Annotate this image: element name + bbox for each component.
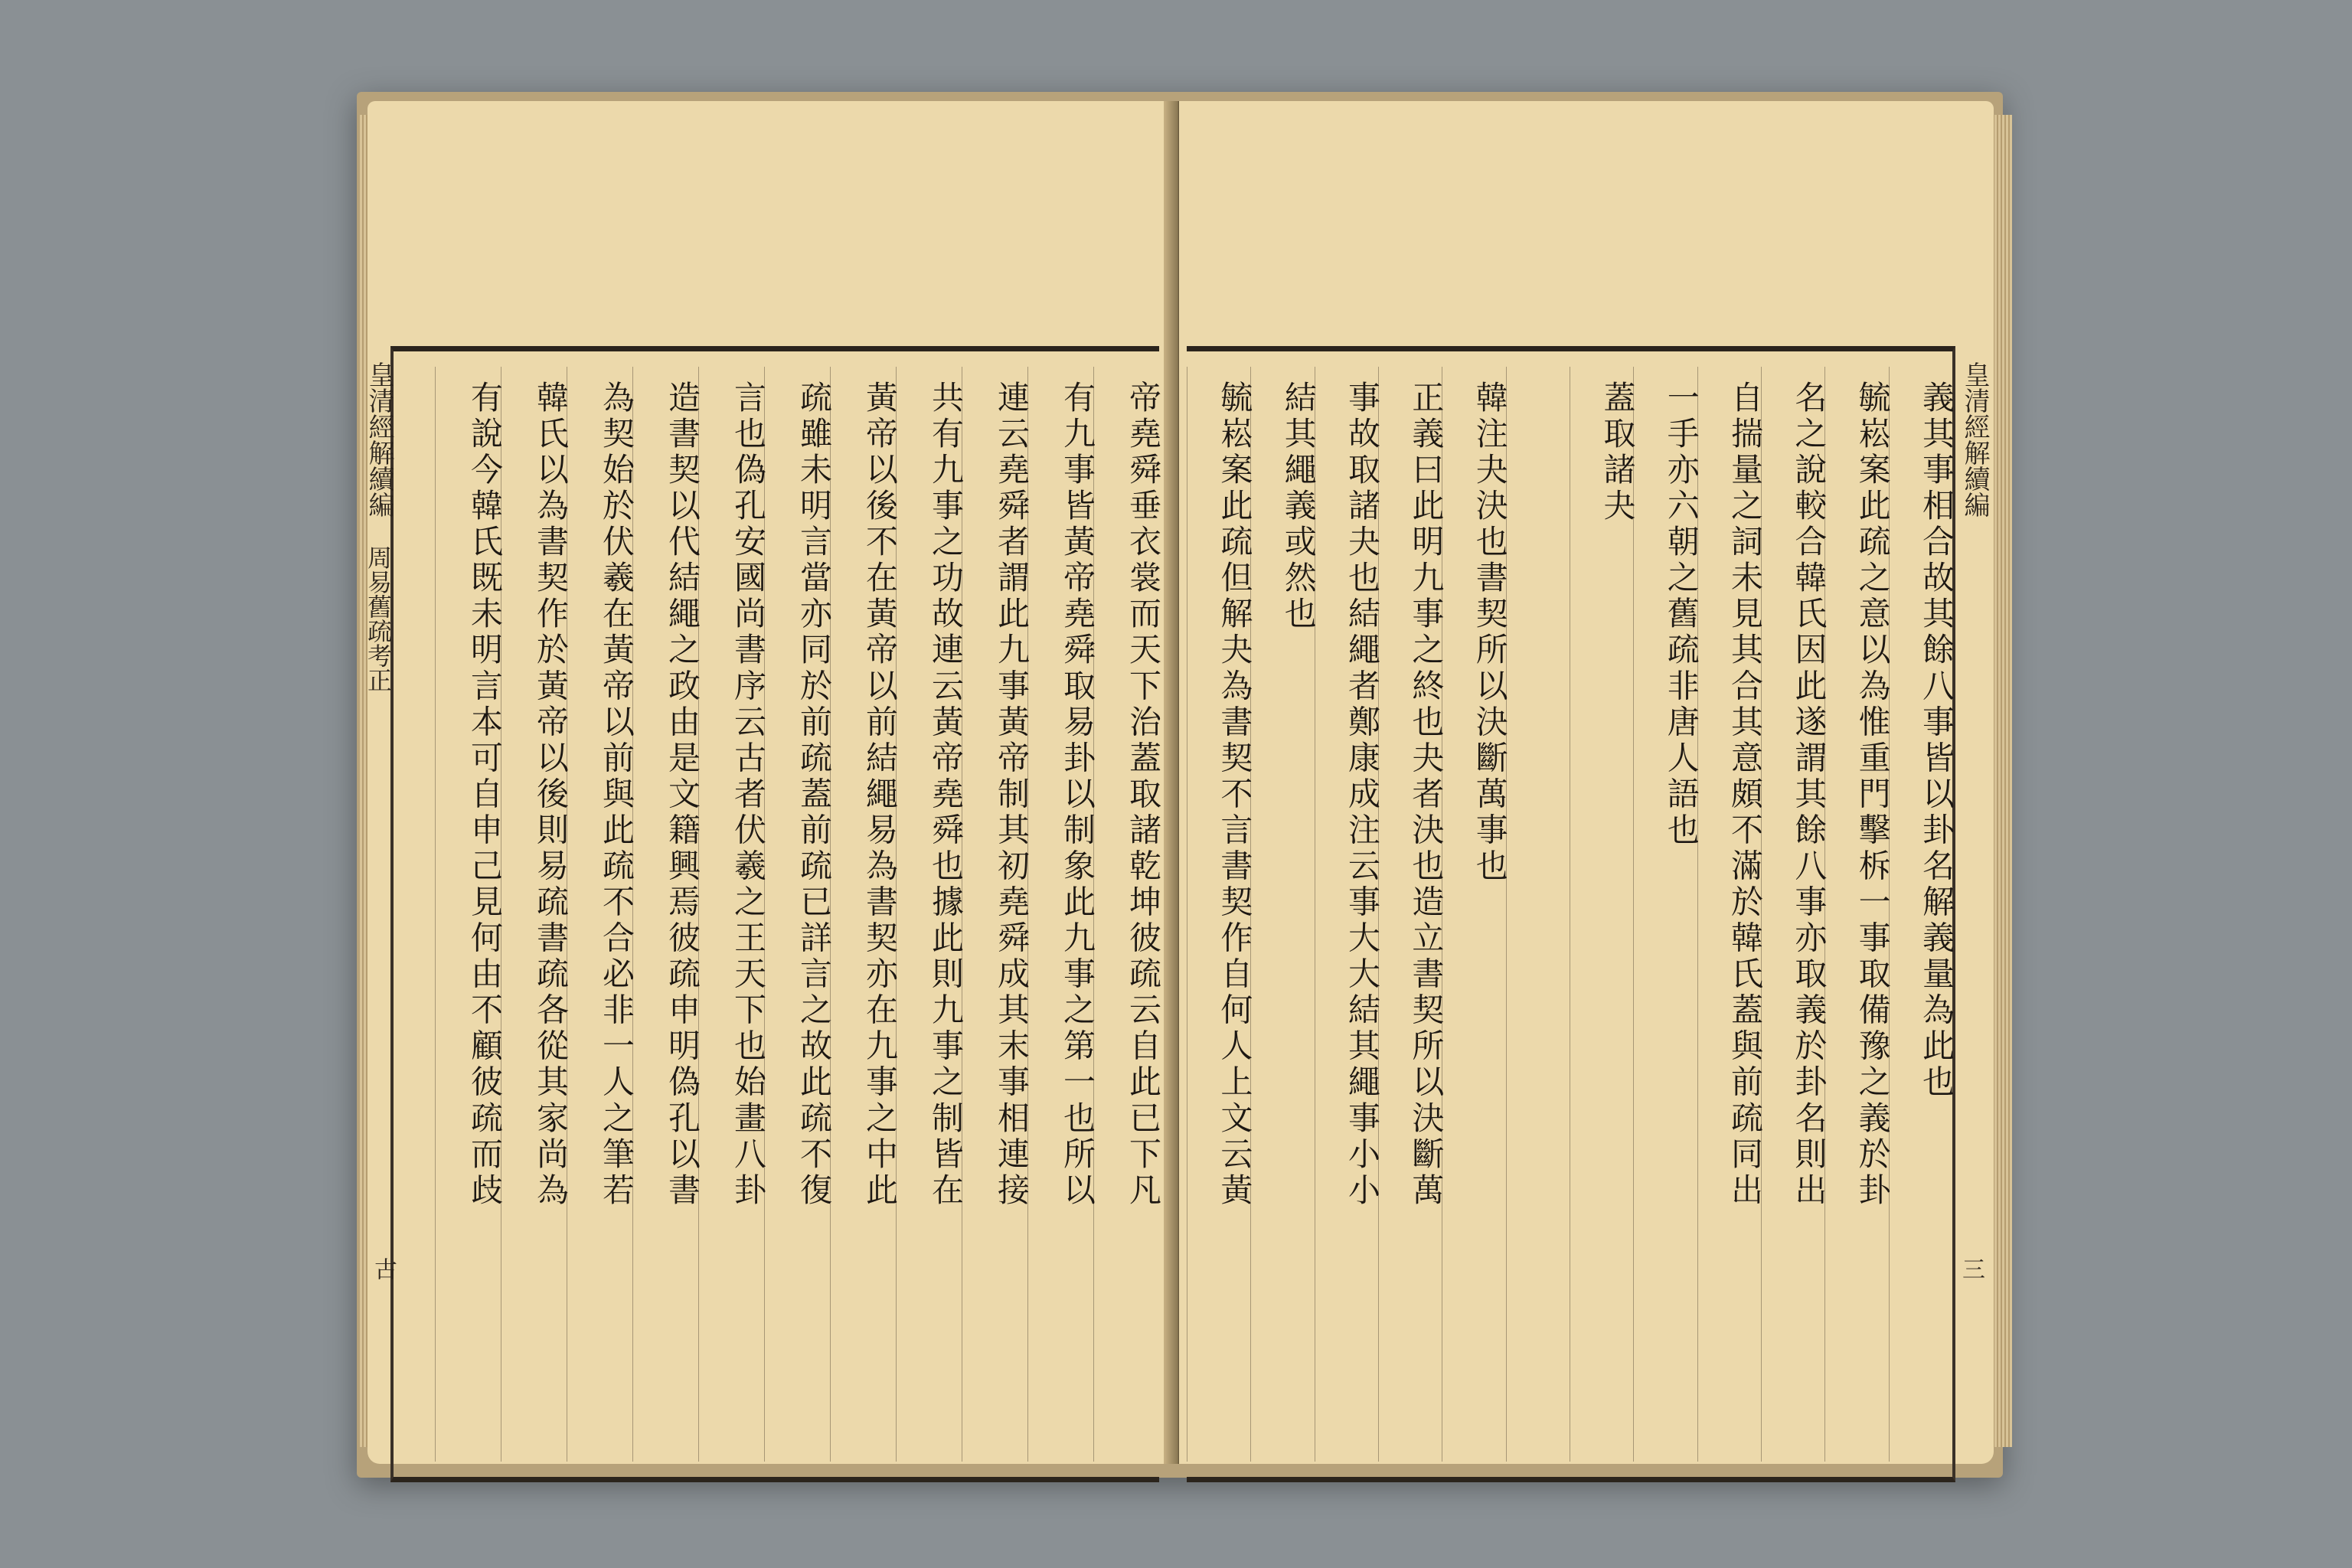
left-text-column: 帝堯舜垂衣裳而天下治蓋取諸乾坤彼疏云自此已下凡 — [1093, 367, 1159, 1462]
left-text-column: 共有九事之功故連云黃帝堯舜也據此則九事之制皆在 — [896, 367, 962, 1462]
left-text-column: 連云堯舜者謂此九事黃帝制其初堯舜成其末事相連接 — [962, 367, 1027, 1462]
left-text-column: 為契始於伏羲在黃帝以前與此疏不合必非一人之筆若 — [567, 367, 632, 1462]
left-margin-title: 皇清經解續編 — [364, 361, 394, 518]
left-page — [364, 101, 1170, 1464]
right-text-column: 結其繩義或然也 — [1250, 367, 1314, 1462]
right-columns — [1187, 367, 1955, 1462]
right-margin-title: 皇清經解續編 — [1959, 361, 1990, 518]
right-page-edges — [1991, 115, 2012, 1447]
right-text-column: 毓崧案此疏之意以為惟重門擊柝一事取備豫之義於卦 — [1824, 367, 1888, 1462]
left-text-column: 黃帝以後不在黃帝以前結繩易為書契亦在九事之中此 — [830, 367, 896, 1462]
right-text-column — [1506, 367, 1570, 1462]
left-text-column: 有九事皆黃帝堯舜取易卦以制象此九事之第一也所以 — [1027, 367, 1093, 1462]
right-text-column: 事故取諸夬也結繩者鄭康成注云事大大結其繩事小小 — [1315, 367, 1378, 1462]
right-text-heading-column: 蓋取諸夬 — [1570, 367, 1633, 1462]
right-text-column: 韓注夬決也書契所以決斷萬事也 — [1442, 367, 1505, 1462]
right-text-column: 一手亦六朝之舊疏非唐人語也 — [1633, 367, 1697, 1462]
right-folio: 三 — [1958, 1257, 1984, 1280]
left-columns — [394, 367, 1162, 1462]
right-text-column: 義其事相合故其餘八事皆以卦名解義量為此也 — [1889, 367, 1952, 1462]
right-text-column: 名之說較合韓氏因此遂謂其餘八事亦取義於卦名則出 — [1761, 367, 1824, 1462]
left-margin-subtitle: 周易舊疏考正 — [364, 545, 393, 692]
left-text-block — [390, 346, 1162, 1482]
right-text-column: 正義曰此明九事之終也夬者決也造立書契所以決斷萬 — [1378, 367, 1442, 1462]
right-text-column: 毓崧案此疏但解夬為書契不言書契作自何人上文云黃 — [1187, 367, 1250, 1462]
right-text-column: 自揣量之詞未見其合其意頗不滿於韓氏蓋與前疏同出 — [1697, 367, 1761, 1462]
right-text-block — [1187, 346, 1955, 1482]
left-text-column: 有說今韓氏既未明言本可自申己見何由不顧彼疏而歧 — [435, 367, 501, 1462]
left-text-column: 疏雖未明言當亦同於前疏蓋前疏已詳言之故此疏不復 — [764, 367, 830, 1462]
left-text-column: 造書契以代結繩之政由是文籍興焉彼疏申明偽孔以書 — [632, 367, 698, 1462]
left-text-column: 韓氏以為書契作於黃帝以後則易疏書疏各從其家尚為 — [501, 367, 567, 1462]
right-page — [1179, 101, 1994, 1464]
left-text-column: 言也偽孔安國尚書序云古者伏羲之王天下也始畫八卦 — [698, 367, 764, 1462]
left-folio: 古 — [370, 1257, 397, 1280]
